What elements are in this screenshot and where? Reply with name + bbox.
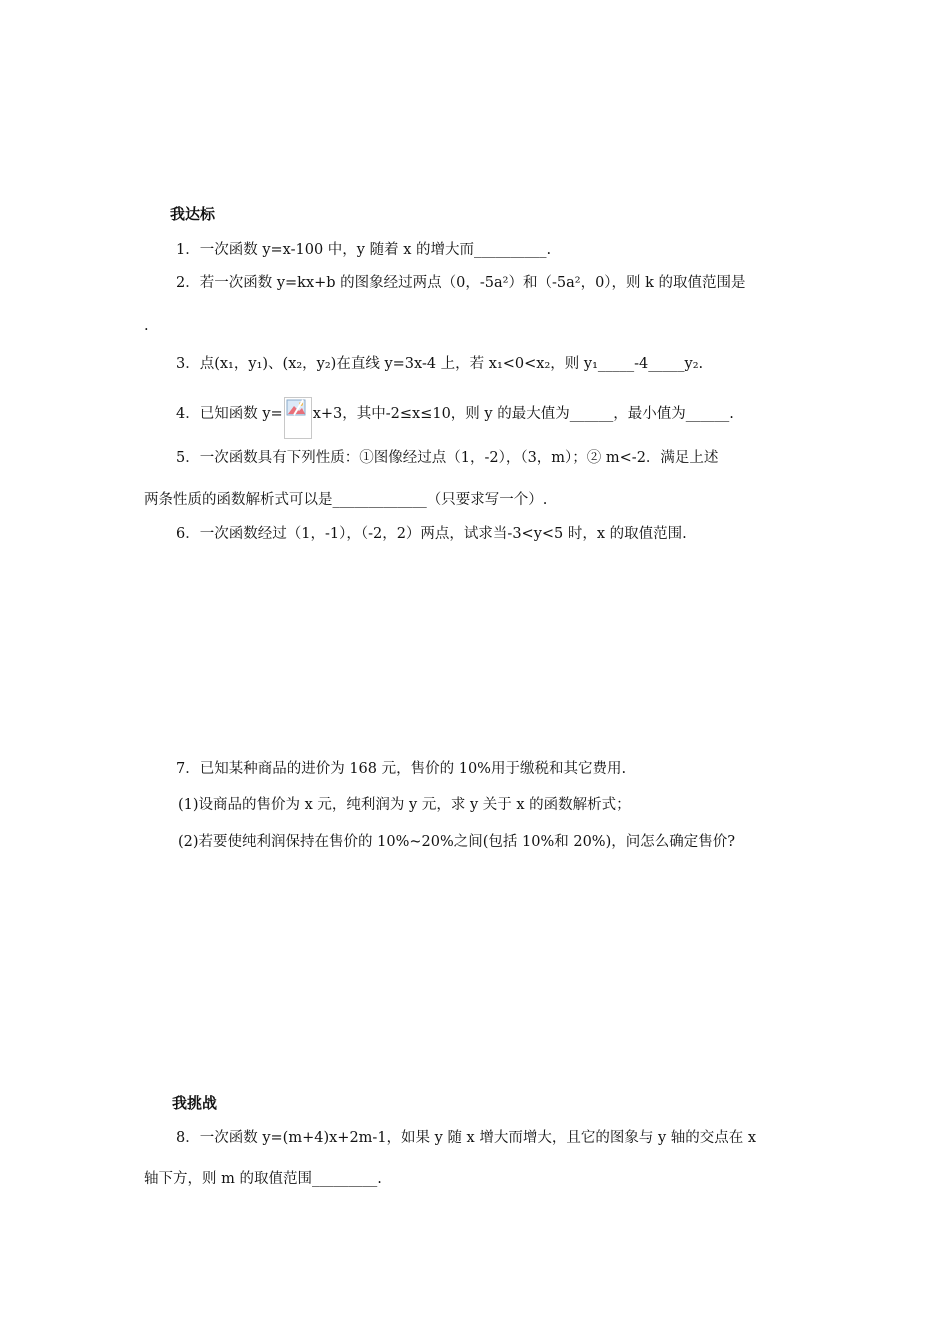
question-3: 3．点(x₁，y₁)、(x₂，y₂)在直线 y=3x-4 上，若 x₁<0<x₂，则 y₁_____-4_____y₂. — [176, 356, 704, 372]
question-8: 8．一次函数 y=(m+4)x+2m-1，如果 y 随 x 增大而增大，且它的图象与 y 轴的交点在 x — [176, 1130, 757, 1146]
heading-wo-da-biao: 我达标 — [170, 205, 216, 223]
question-8-continued: 轴下方，则 m 的取值范围_________. — [144, 1171, 382, 1187]
question-1: 1．一次函数 y=x-100 中，y 随着 x 的增大而__________. — [176, 242, 552, 258]
question-2: 2．若一次函数 y=kx+b 的图象经过两点（0，-5a²）和（-5a²，0），则 k 的取值范围是 — [176, 275, 746, 291]
question-7-part-2: (2)若要使纯利润保持在售价的 10%~20%之间(包括 10%和 20%)，问怎么确定售价? — [178, 834, 736, 850]
question-5: 5．一次函数具有下列性质：①图像经过点（1，-2），（3，m）；② m<-2．满足上述 — [176, 450, 719, 466]
question-4-prefix: 4．已知函数 y= — [176, 406, 283, 422]
question-4 — [176, 393, 734, 435]
question-5-continued: 两条性质的函数解析式可以是_____________（只要求写一个）. — [144, 492, 548, 508]
heading-wo-tiao-zhan: 我挑战 — [172, 1094, 218, 1112]
question-7: 7．已知某种商品的进价为 168 元，售价的 10%用于缴税和其它费用. — [176, 761, 627, 777]
question-4-suffix: x+3，其中-2≤x≤10，则 y 的最大值为______，最小值为______. — [312, 406, 734, 422]
question-2-continued: . — [144, 318, 149, 334]
broken-image-icon — [284, 397, 312, 439]
question-7-part-1: (1)设商品的售价为 x 元，纯利润为 y 元，求 y 关于 x 的函数解析式； — [178, 797, 631, 813]
question-6: 6．一次函数经过（1，-1），（-2，2）两点，试求当-3<y<5 时，x 的取值范围. — [176, 526, 687, 542]
